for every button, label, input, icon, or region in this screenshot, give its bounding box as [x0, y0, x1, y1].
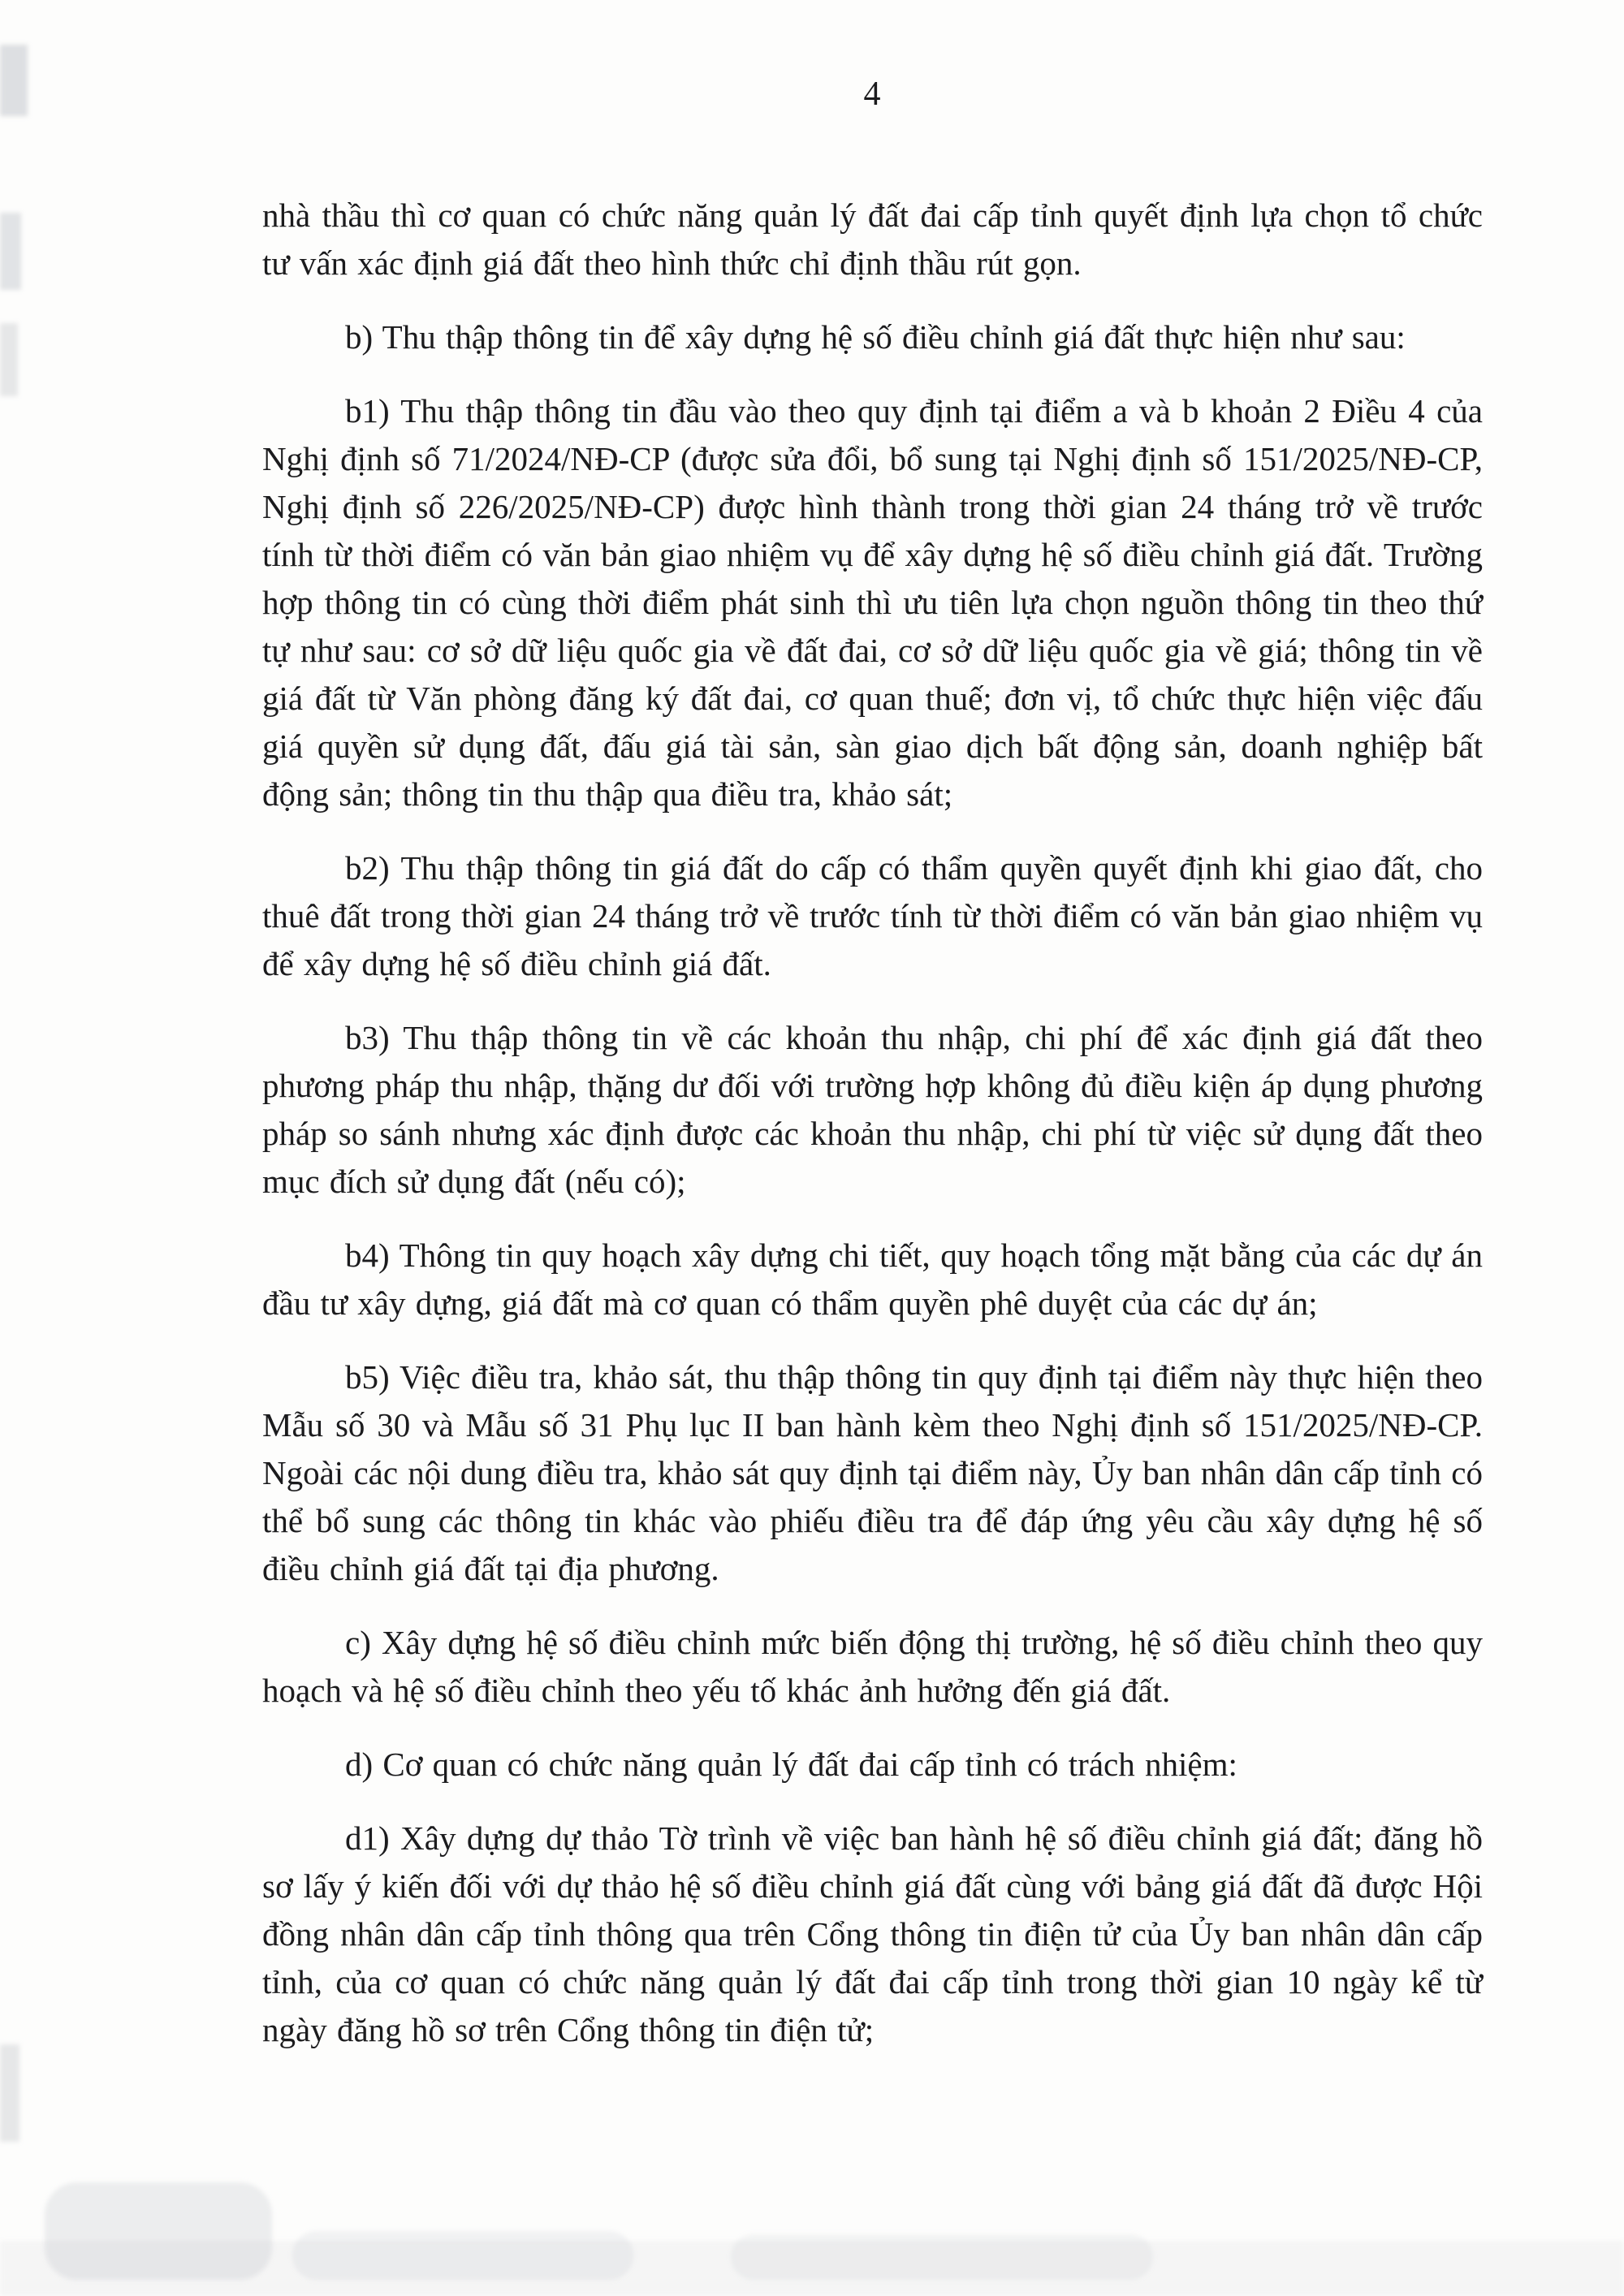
scan-artifact-bottom-2: [292, 2231, 633, 2280]
scan-artifact-bottom-3: [731, 2234, 1153, 2280]
paragraph-item-b: b) Thu thập thông tin để xây dựng hệ số điều chỉnh giá đất thực hiện như sau:: [345, 318, 1406, 356]
paragraph-item-d1: d1) Xây dựng dự thảo Tờ trình về việc ban hành hệ số điều chỉnh giá đất; đăng hồ sơ lấy ý kiến đối với dự thảo hệ số điều chỉnh giá đất cùng với bảng giá đất đã được Hội đồng nhân dân cấp tỉnh thông qua trên Cổng thông tin điện tử của Ủy ban nhân dân cấp tỉnh, của cơ quan có chức năng quản lý đất đai cấp tỉnh trong thời gian 10 ngày kể từ ngày đăng hồ sơ trên Cổng thông tin điện tử;: [262, 1819, 1483, 2048]
paragraph-item-d: d) Cơ quan có chức năng quản lý đất đai cấp tỉnh có trách nhiệm:: [345, 1746, 1237, 1783]
paragraph-item-b3: b3) Thu thập thông tin về các khoản thu nhập, chi phí để xác định giá đất theo phương pháp thu nhập, thặng dư đối với trường hợp không đủ điều kiện áp dụng phương pháp so sánh nhưng xác định được các khoản thu nhập, chi phí từ việc sử dụng đất theo mục đích sử dụng đất (nếu có);: [262, 1019, 1483, 1200]
scan-artifact-left-3: [0, 323, 18, 396]
paragraph-item-b2: b2) Thu thập thông tin giá đất do cấp có thẩm quyền quyết định khi giao đất, cho thuê đất trong thời gian 24 tháng trở về trước tính từ thời điểm có văn bản giao nhiệm vụ để xây dựng hệ số điều chỉnh giá đất.: [262, 849, 1483, 982]
scan-artifact-left-1: [0, 45, 28, 116]
scan-artifact-left-4: [0, 2044, 19, 2142]
scan-artifact-left-2: [0, 213, 21, 290]
paragraph-item-b5: b5) Việc điều tra, khảo sát, thu thập thông tin quy định tại điểm này thực hiện theo Mẫu số 30 và Mẫu số 31 Phụ lục II ban hành kèm theo Nghị định số 151/2025/NĐ-CP. Ngoài các nội dung điều tra, khảo sát quy định tại điểm này, Ủy ban nhân dân cấp tỉnh có thể bổ sung các thông tin khác vào phiếu điều tra để đáp ứng yêu cầu xây dựng hệ số điều chỉnh giá đất tại địa phương.: [262, 1358, 1483, 1587]
page-number: 4: [863, 76, 882, 113]
scan-artifact-bottom-1: [45, 2182, 272, 2280]
scan-artifact-bottom-band: [0, 2241, 1624, 2296]
paragraph-item-c: c) Xây dựng hệ số điều chỉnh mức biến động thị trường, hệ số điều chỉnh theo quy hoạch và hệ số điều chỉnh theo yếu tố khác ảnh hưởng đến giá đất.: [262, 1624, 1483, 1709]
paragraph-item-b4: b4) Thông tin quy hoạch xây dựng chi tiết, quy hoạch tổng mặt bằng của các dự án đầu tư xây dựng, giá đất mà cơ quan có thẩm quyền phê duyệt của các dự án;: [262, 1236, 1483, 1322]
text-block: [262, 75, 1483, 2054]
paragraph-item-b1: b1) Thu thập thông tin đầu vào theo quy định tại điểm a và b khoản 2 Điều 4 của Nghị định số 71/2024/NĐ-CP (được sửa đổi, bổ sung tại Nghị định số 151/2025/NĐ-CP, Nghị định số 226/2025/NĐ-CP) được hình thành trong thời gian 24 tháng trở về trước tính từ thời điểm có văn bản giao nhiệm vụ để xây dựng hệ số điều chỉnh giá đất. Trường hợp thông tin có cùng thời điểm phát sinh thì ưu tiên lựa chọn nguồn thông tin theo thứ tự như sau: cơ sở dữ liệu quốc gia về đất đai, cơ sở dữ liệu quốc gia về giá; thông tin về giá đất từ Văn phòng đăng ký đất đai, cơ quan thuế; đơn vị, tổ chức thực hiện việc đấu giá quyền sử dụng đất, đấu giá tài sản, sàn giao dịch bất động sản, doanh nghiệp bất động sản; thông tin thu thập qua điều tra, khảo sát;: [262, 392, 1483, 813]
paragraph-continuation: nhà thầu thì cơ quan có chức năng quản lý đất đai cấp tỉnh quyết định lựa chọn tổ chức tư vấn xác định giá đất theo hình thức chỉ định thầu rút gọn.: [262, 196, 1483, 282]
